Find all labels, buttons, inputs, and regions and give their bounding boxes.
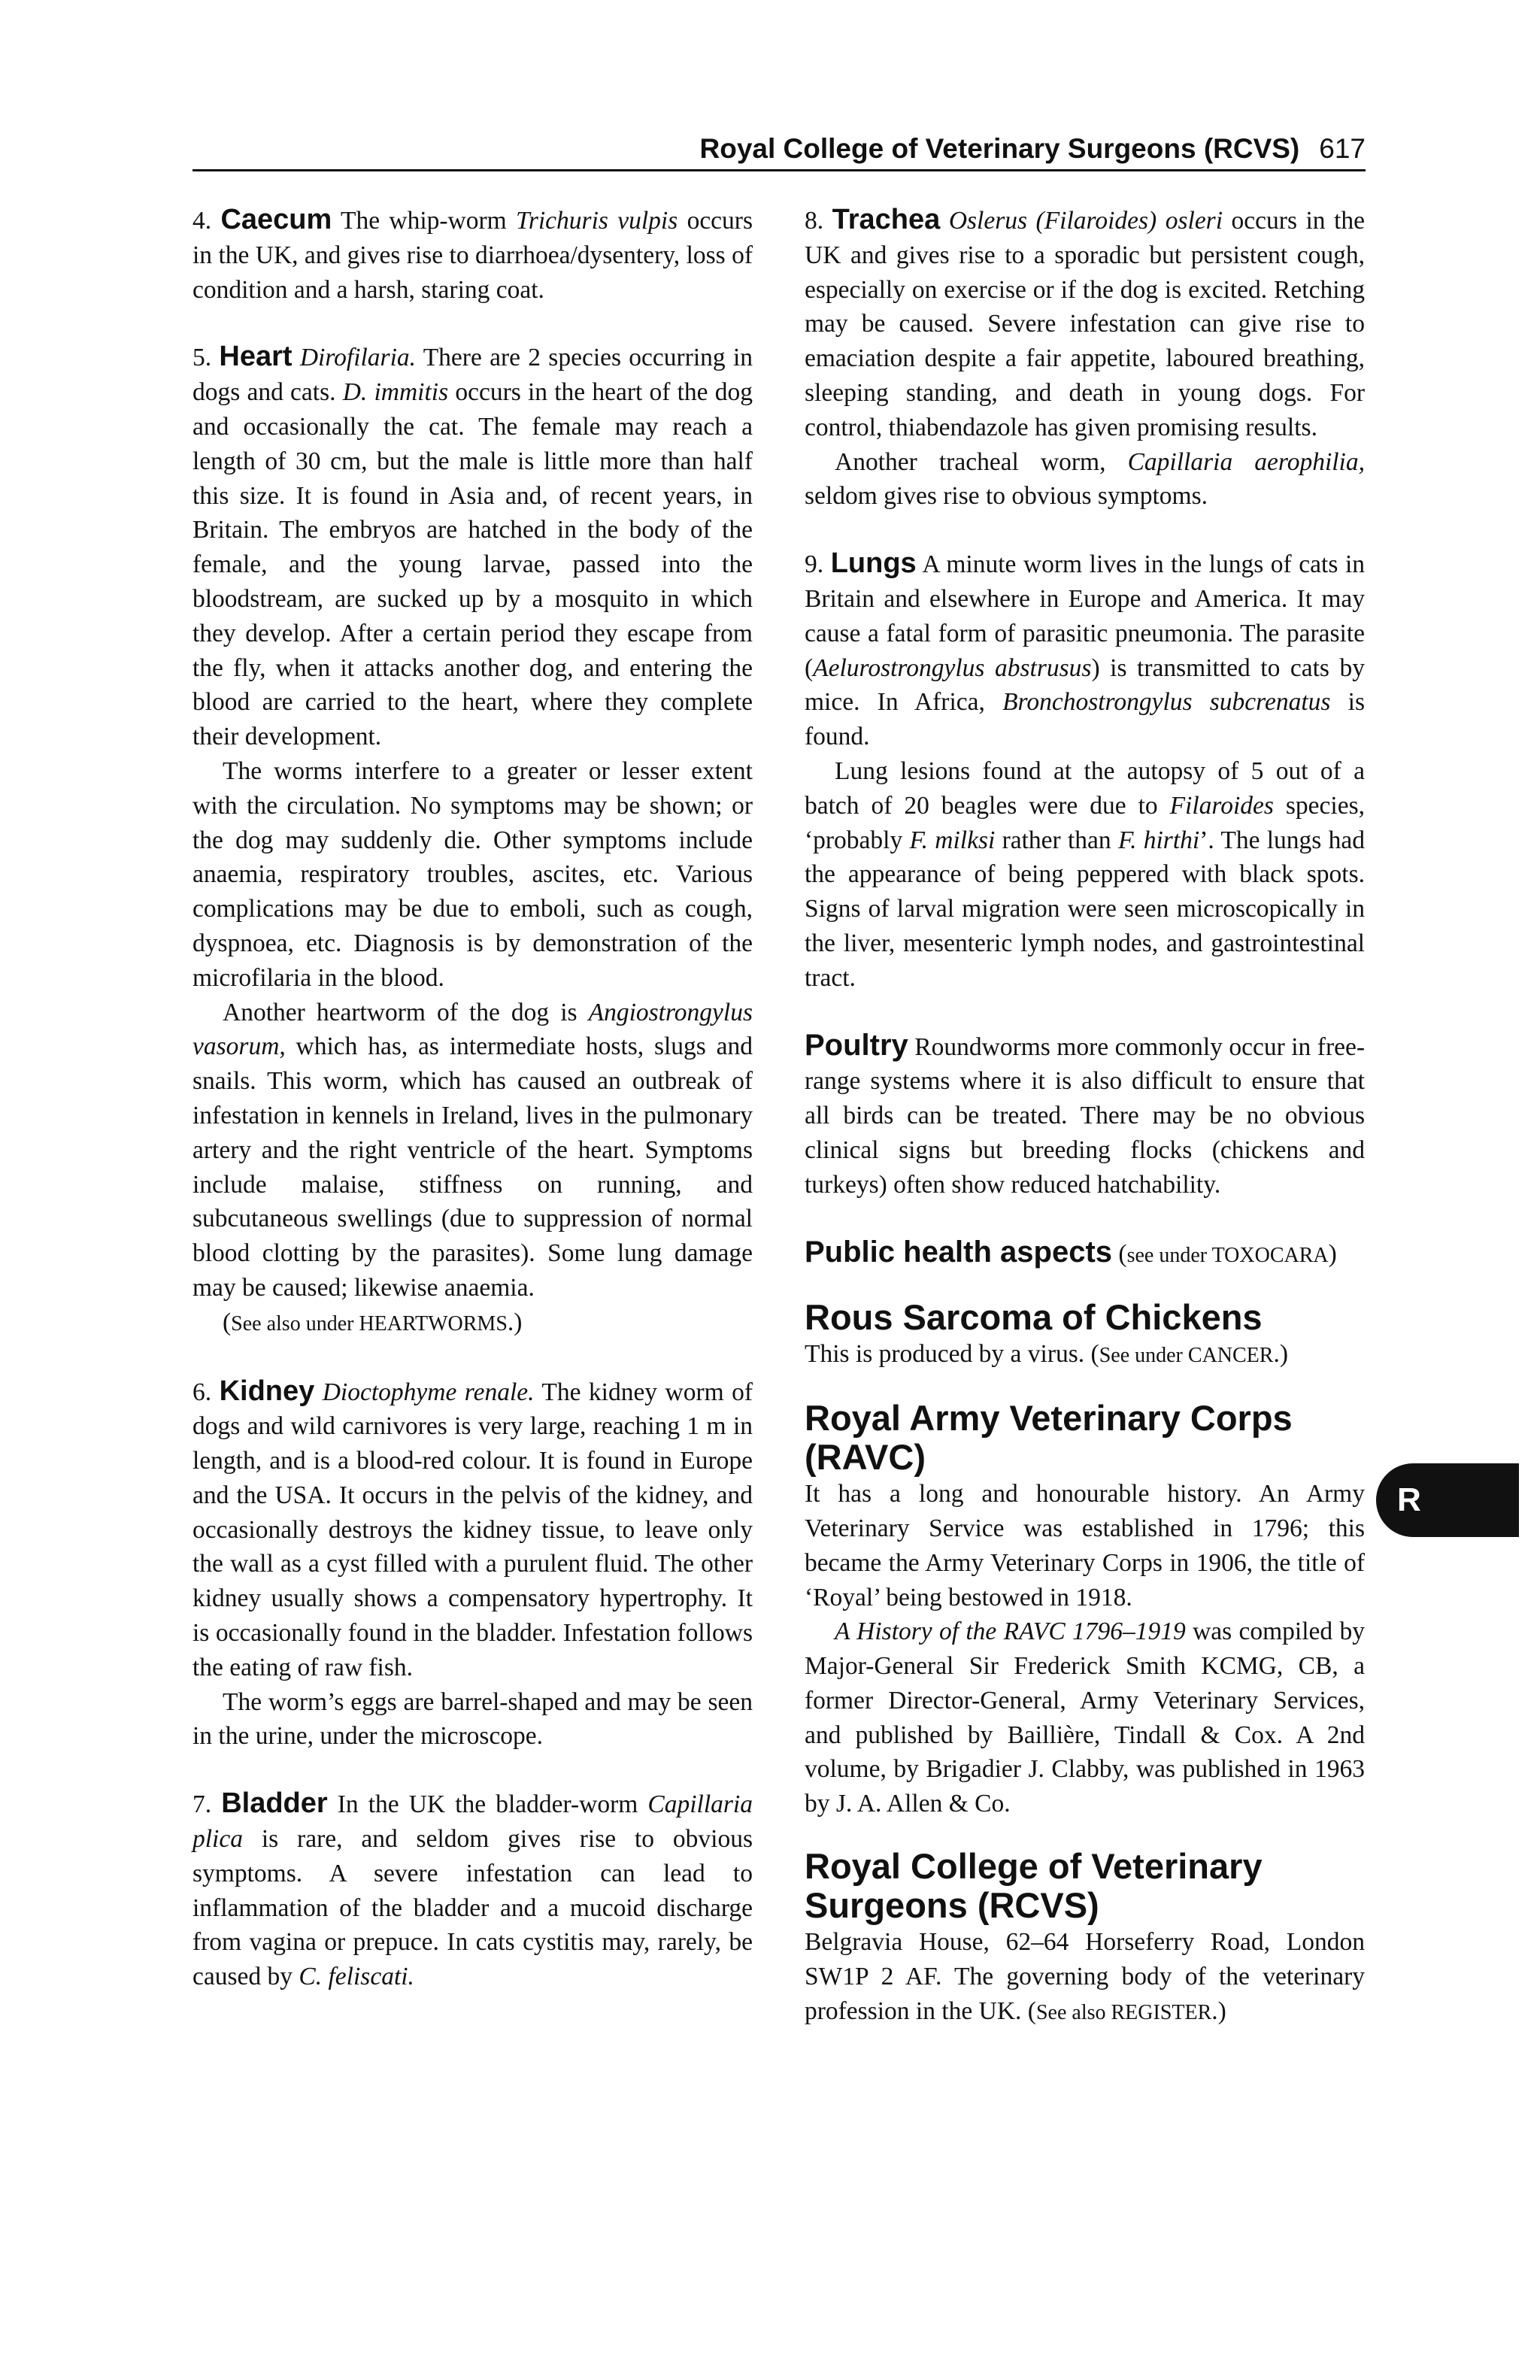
caecum-paragraph: 4. Caecum The whip-worm Trichuris vulpis occurs in the UK, and gives rise to diarrhoea/dysentery, loss of condition and a harsh, staring coat. [192,204,753,304]
rous-sarcoma-heading: Rous Sarcoma of Chickens [805,1297,1263,1338]
poultry-keyword: Poultry [805,1028,908,1062]
trachea-paragraph-2: Another tracheal worm, Capillaria aerophilia, seldom gives rise to obvious symptoms. [805,447,1365,511]
left-column [192,203,753,1994]
ravc-paragraph: It has a long and honourable history. An Army Veterinary Service was established in 1796; this became the Army Veterinary Corps in 1906, the title of ‘Royal’ being bestowed in 1918. [805,1480,1365,1611]
heart-paragraph: 5. Heart Dirofilaria. There are 2 species occurring in dogs and cats. D. immitis occurs in the heart of the dog and occasionally the cat. The female may reach a length of 30 cm, but the male is little more than half this size. It is found in Asia and, of recent years, in Britain. The embryos are hatched in the body of the female, and the young larvae, passed into the bloodstream, are sucked up by a mosquito in which they develop. After a certain period they escape from the fly, when it attacks another dog, and entering the blood are carried to the heart, where they complete their development. [192,341,753,751]
running-header [192,123,1366,171]
caecum-keyword: Caecum [220,204,332,235]
trachea-keyword: Trachea [832,204,941,235]
rcvs-heading: Royal College of Veterinary Surgeons (RCVS) [805,1846,1263,1926]
public-health-keyword: Public health aspects [805,1235,1113,1269]
thumb-index-letter: R [1397,1481,1421,1518]
right-column [805,203,1365,2030]
thumb-index-tab [1376,1463,1519,1537]
heart-paragraph-2: The worms interfere to a greater or lesser extent with the circulation. No symptoms may be shown; or the dog may suddenly die. Other symptoms include anaemia, respiratory troubles, ascites, etc. Various complications may be due to emboli, such as cough, dyspnoea, etc. Diagnosis is by demonstration of the microfilaria in the blood. [192,756,753,992]
ravc-heading: Royal Army Veterinary Corps (RAVC) [805,1398,1293,1478]
lungs-paragraph: 9. Lungs A minute worm lives in the lungs of cats in Britain and elsewhere in Europe and America. It may cause a fatal form of parasitic pneumonia. The parasite (Aelurostrongylus abstrusus) is transmitted to cats by mice. In Africa, Bronchostrongylus subcrenatus is found. [805,547,1365,751]
kidney-paragraph-2: The worm’s eggs are barrel-shaped and may be seen in the urine, under the microscope. [192,1687,753,1751]
kidney-paragraph: 6. Kidney Dioctophyme renale. The kidney worm of dogs and wild carnivores is very large, reaching 1 m in length, and is a blood-red colour. It is found in Europe and the USA. It occurs in the pelvis of the kidney, and occasionally destroys the kidney tissue, to leave only the wall as a cyst filled with a purulent fluid. The other kidney usually shows a compensatory hypertrophy. It is occasionally found in the bladder. Infestation follows the eating of raw fish. [192,1375,753,1681]
ravc-paragraph-2: A History of the RAVC 1796–1919 was compiled by Major-General Sir Frederick Smith KCMG, CB, a former Director-General, Army Veterinary Services, and published by Baillière, Tindall & Cox. A 2nd volume, by Brigadier J. Clabby, was published in 1963 by J. A. Allen & Co. [805,1617,1365,1818]
rcvs-paragraph: Belgravia House, 62–64 Horseferry Road, London SW1P 2 AF. The governing body of the veterinary profession in the UK. (See also REGISTER.) [805,1928,1365,2025]
public-health-paragraph: Public health aspects (see under TOXOCARA) [805,1235,1337,1269]
heart-keyword: Heart [219,341,293,373]
heart-paragraph-3: Another heartworm of the dog is Angiostrongylus vasorum, which has, as intermediate hosts, slugs and snails. This worm, which has caused an outbreak of infestation in kennels in Ireland, lives in the pulmonary artery and the right ventricle of the heart. Symptoms include malaise, stiffness on running, and subcutaneous swellings (due to suppression of normal blood clotting by the parasites). Some lung damage may be caused; likewise anaemia. [192,998,753,1302]
kidney-keyword: Kidney [219,1375,315,1407]
heart-cross-reference: (See also under HEARTWORMS.) [223,1308,523,1336]
page-number: 617 [1319,133,1366,164]
lungs-keyword: Lungs [830,547,917,580]
rous-sarcoma-paragraph: This is produced by a virus. (See under CANCER.) [805,1340,1288,1369]
bladder-paragraph: 7. Bladder In the UK the bladder-worm Capillaria plica is rare, and seldom gives rise to obvious symptoms. A severe infestation can lead to inflammation of the bladder and a mucoid discharge from vagina or prepuce. In cats cystitis may, rarely, be caused by C. feliscati. [192,1787,753,1991]
bladder-keyword: Bladder [221,1787,328,1820]
poultry-paragraph: Poultry Roundworms more commonly occur in free-range systems where it is also difficult to ensure that all birds can be treated. There may be no obvious clinical signs but breeding flocks (chickens and turkeys) often show reduced hatchability. [805,1028,1365,1199]
trachea-paragraph: 8. Trachea Oslerus (Filaroides) osleri occurs in the UK and gives rise to a sporadic but persistent cough, especially on exercise or if the dog is excited. Retching may be caused. Severe infestation can give rise to emaciation despite a fair appetite, laboured breathing, sleeping standing, and death in young dogs. For control, thiabendazole has given promising results. [805,204,1365,441]
lungs-paragraph-2: Lung lesions found at the autopsy of 5 out of a batch of 20 beagles were due to Filaroides species, ‘probably F. milksi rather than F. hirthi’. The lungs had the appearance of being peppered with black spots. Signs of larval migration were seen microscopically in the liver, mesenteric lymph nodes, and gastrointestinal tract. [805,756,1365,992]
running-title: Royal College of Veterinary Surgeons (RCVS) [699,133,1300,164]
